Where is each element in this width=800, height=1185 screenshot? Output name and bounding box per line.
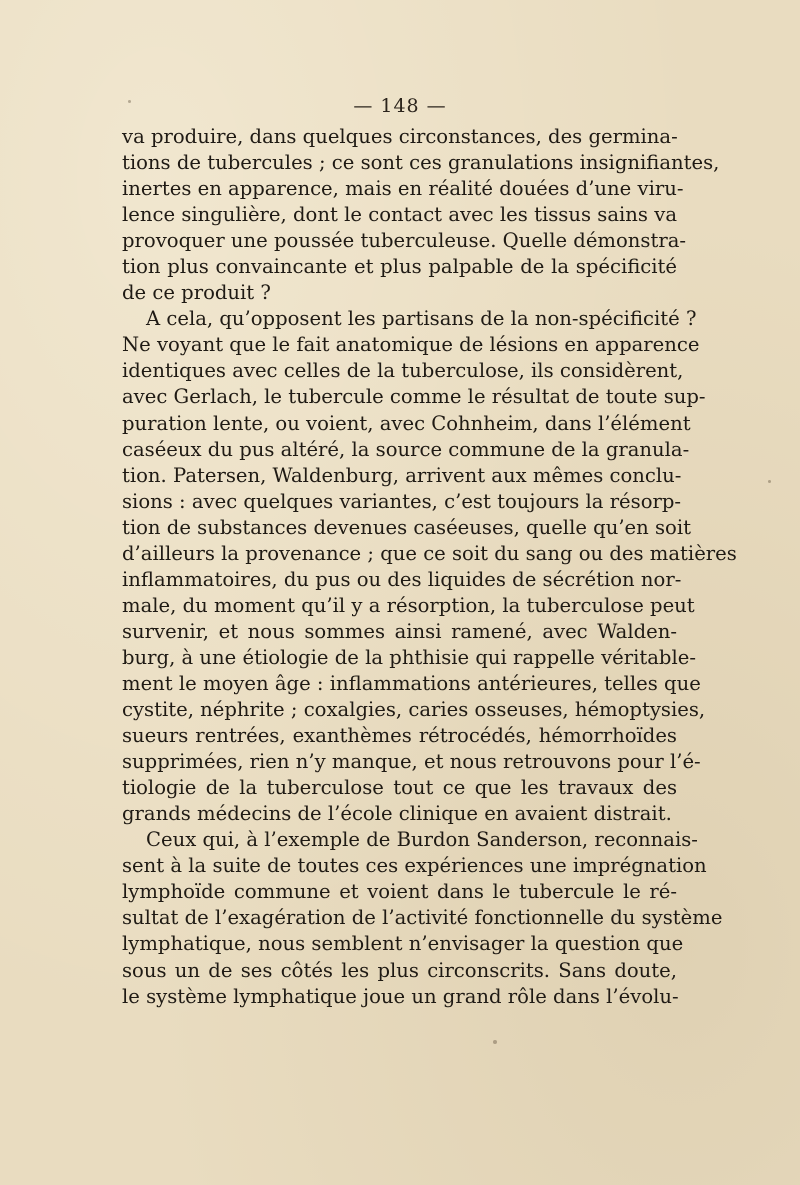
text-line: supprimées, rien n’y manque, et nous retrouvons pour l’é-	[122, 750, 701, 774]
text-line: A cela, qu’opposent les partisans de la non-spécificité ?	[146, 307, 697, 331]
text-line: tion de substances devenues caséeuses, quelle qu’en soit	[122, 515, 691, 539]
text-line: lence singulière, dont le contact avec les tissus sains va	[122, 203, 677, 227]
text-line: tion plus convaincante et plus palpable de la spécificité	[122, 255, 677, 279]
text-line: ment le moyen âge : inflammations antérieures, telles que	[122, 671, 701, 695]
text-line: tion. Patersen, Waldenburg, arrivent aux mêmes conclu-	[122, 463, 682, 487]
text-line: tiologie de la tuberculose tout ce que les travaux des	[122, 776, 677, 800]
text-line: inertes en apparence, mais en réalité douées d’une viru-	[122, 177, 684, 201]
text-line: grands médecins de l’école clinique en avaient distrait.	[122, 802, 672, 826]
text-line: d’ailleurs la provenance ; que ce soit du sang ou des matières	[122, 541, 737, 565]
body-text	[122, 124, 737, 1010]
text-line: sions : avec quelques variantes, c’est toujours la résorp-	[122, 489, 682, 513]
paper-speck	[768, 480, 771, 483]
text-line: cystite, néphrite ; coxalgies, caries osseuses, hémoptysies,	[122, 698, 706, 722]
text-line: sent à la suite de toutes ces expériences une imprégnation	[122, 854, 707, 878]
text-line: inflammatoires, du pus ou des liquides de sécrétion nor-	[122, 567, 682, 591]
text-line: male, du moment qu’il y a résorption, la tuberculose peut	[122, 593, 695, 617]
text-line: de ce produit ?	[122, 281, 271, 305]
text-line: Ceux qui, à l’exemple de Burdon Sanderson, reconnais-	[146, 828, 698, 852]
text-line: Ne voyant que le fait anatomique de lésions en apparence	[122, 333, 700, 357]
text-line: puration lente, ou voient, avec Cohnheim, dans l’élément	[122, 411, 691, 435]
paper-speck	[128, 100, 131, 103]
text-line: sueurs rentrées, exanthèmes rétrocédés, hémorrhoïdes	[122, 724, 677, 748]
page-number: — 148 —	[353, 95, 447, 117]
text-line: survenir, et nous sommes ainsi ramené, avec Walden-	[122, 619, 677, 643]
text-line: tions de tubercules ; ce sont ces granulations insignifiantes,	[122, 151, 720, 175]
text-line: burg, à une étiologie de la phthisie qui rappelle véritable-	[122, 645, 696, 669]
text-line: sous un de ses côtés les plus circonscrits. Sans doute,	[122, 958, 677, 982]
text-line: provoquer une poussée tuberculeuse. Quelle démonstra-	[122, 229, 687, 253]
text-line: lymphatique, nous semblent n’envisager la question que	[122, 932, 684, 956]
text-line: le système lymphatique joue un grand rôle dans l’évolu-	[122, 984, 679, 1008]
text-line: va produire, dans quelques circonstances, des germina-	[122, 125, 678, 148]
text-line: lymphoïde commune et voient dans le tubercule le ré-	[122, 880, 677, 904]
paper-speck	[493, 1040, 497, 1044]
text-line: sultat de l’exagération de l’activité fonctionnelle du système	[122, 906, 723, 930]
text-line: caséeux du pus altéré, la source commune de la granula-	[122, 437, 690, 461]
text-line: identiques avec celles de la tuberculose, ils considèrent,	[122, 359, 684, 383]
text-line: avec Gerlach, le tubercule comme le résultat de toute sup-	[122, 385, 706, 409]
